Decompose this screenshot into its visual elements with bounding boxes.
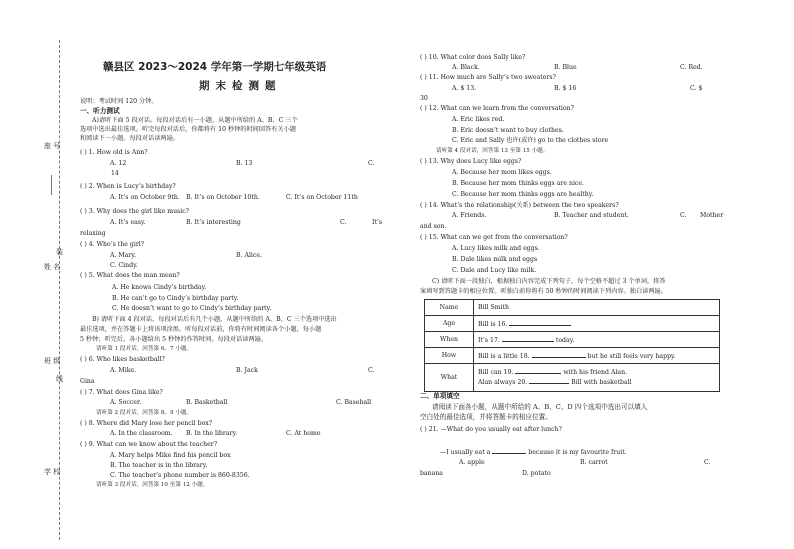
info-table — [424, 299, 720, 392]
conversation-note: 请听第 1 段对话，回答第 6、7 小题。 — [96, 346, 193, 352]
option: B. Dale likes milk and eggs — [452, 256, 538, 263]
question-8: ( ) 8. Where did Mary lose her pencil box? — [80, 420, 213, 427]
option: It’s — [372, 219, 383, 226]
table-row — [425, 364, 720, 392]
class-label: 班 级 — [44, 357, 61, 365]
answer-blank[interactable] — [529, 378, 569, 384]
option: A. Mike. — [110, 367, 137, 374]
option: 30 — [420, 95, 428, 102]
question-4: ( ) 4. Who’s the girl? — [80, 241, 145, 248]
question-14: ( ) 14. What’s the relationship(关系) between the two speakers? — [420, 202, 619, 209]
table-row — [425, 332, 720, 348]
part-b-instructions: 最佳选项，并在答题卡上将该项涂黑。听每段对话前，你将有时间阅读各个小题，每小题 — [80, 326, 322, 333]
question-13: ( ) 13. Why does Lucy like eggs? — [420, 158, 522, 165]
option: Gina — [80, 378, 95, 385]
binding-marker: 装 — [56, 248, 63, 256]
table-value: Bill is 16. — [474, 316, 720, 332]
option: and son. — [420, 223, 447, 230]
question-10: ( ) 10. What color does Sally like? — [420, 54, 526, 61]
table-label: Name — [425, 300, 474, 316]
answer-blank[interactable] — [509, 320, 571, 326]
binding-dashed-line — [59, 40, 60, 540]
section-heading: 一、听力测试 — [80, 107, 120, 115]
table-value: Bill Smith — [474, 300, 720, 316]
option: A. In the classroom. — [110, 430, 173, 437]
answer-blank[interactable] — [515, 368, 561, 374]
option: B. In the library. — [186, 430, 238, 437]
part-c-instructions: C) 请听下面一段独白，根据独白内容完成下列句子，每个空格不超过 3 个单词，将答 — [432, 278, 666, 285]
option: C. — [704, 459, 711, 466]
table-label: How — [425, 348, 474, 364]
option: B. $ 16 — [554, 85, 577, 92]
question-7: ( ) 7. What does Gina like? — [80, 389, 163, 396]
option: B. It’s on October 10th. — [186, 194, 260, 201]
question-21: ( ) 21. —What do you usually eat after lunch? — [420, 426, 562, 433]
answer-blank[interactable] — [532, 352, 586, 358]
option: B. Alice. — [236, 252, 263, 259]
option: Mother — [700, 212, 724, 219]
part-b-instructions: B) 请听下面 4 段对话，每段对话后有几个小题，从题中所给的 A、B、C 三个选项中选出 — [92, 316, 337, 323]
binding-tick — [51, 175, 52, 195]
option: A. Mary. — [110, 252, 137, 259]
option: A. Mary helps Mike find his pencil box — [110, 452, 231, 459]
part-a-instructions: A)请听下面 5 段对话。每段对话后有一小题，从题中所给的 A、B、C 三个 — [92, 117, 298, 124]
option: A. Black. — [452, 64, 480, 71]
conversation-note: 请听第 4 段对话，回答第 13 至第 15 小题。 — [436, 148, 549, 154]
option: C. — [368, 160, 375, 167]
option: C. — [368, 367, 375, 374]
section-instructions: 请阅读下面各小题，从题中所给的 A、B、C、D 四个选项中选出可以填入 — [432, 403, 648, 411]
option: A. $ 13. — [452, 85, 477, 92]
option: B. 13 — [236, 160, 253, 167]
question-9: ( ) 9. What can we know about the teacher? — [80, 441, 218, 448]
option: B. carrot — [580, 459, 608, 466]
table-label: Age — [425, 316, 474, 332]
option: C. Dale and Lucy like milk. — [452, 267, 537, 274]
part-a-instructions: 和阅读下一小题。每段对话读两遍。 — [80, 135, 179, 142]
option: A. He knows Cindy’s birthday. — [112, 284, 207, 291]
option: C. $ — [690, 85, 703, 92]
option: B. Jack — [236, 367, 258, 374]
option: D. potato — [522, 470, 551, 477]
option: C. Cindy. — [110, 262, 138, 269]
section-heading: 二、单项填空 — [420, 392, 460, 400]
option: B. Blue — [554, 64, 577, 71]
option: relaxing — [80, 230, 106, 237]
section-instructions: 空白处的最佳选项，并将答题卡的相应位置。 — [420, 413, 552, 421]
table-label: When — [425, 332, 474, 348]
table-value: Bill is a little 18. but he still feels very happy. — [474, 348, 720, 364]
answer-blank[interactable] — [492, 448, 526, 454]
option: A. Soccer. — [110, 399, 142, 406]
question-1: ( ) 1. How old is Ann? — [80, 149, 148, 156]
question-5: ( ) 5. What does the man mean? — [80, 272, 180, 279]
binding-marker: 线 — [56, 375, 63, 383]
option: B. Because her mom thinks eggs are nice. — [452, 180, 585, 187]
exam-note: 说明：考试时间 120 分钟。 — [80, 98, 158, 105]
question-12: ( ) 12. What can we learn from the conversation? — [420, 105, 574, 112]
option: B. It’s interesting — [186, 219, 241, 226]
question-2: ( ) 2. When is Lucy’s birthday? — [80, 183, 176, 190]
table-label: What — [425, 364, 474, 392]
part-c-instructions: 案填写到答题卡的相应位置。听独白前你将有 50 秒钟的时间阅读下列内容。独白读两遍。 — [420, 288, 667, 295]
question-6: ( ) 6. Who likes basketball? — [80, 356, 165, 363]
option: A. Eric likes red. — [452, 116, 505, 123]
question-15: ( ) 15. What can we get from the conversation? — [420, 234, 568, 241]
option: B. The teacher is in the library. — [110, 462, 208, 469]
part-a-instructions: 选项中选出最佳选项。听完每段对话后，你都将有 10 秒钟的时间回答有关小题 — [80, 126, 296, 133]
option: B. Eric doesn’t want to buy clothes. — [452, 127, 564, 134]
part-b-instructions: 5 秒钟；听完后，各小题给出 5 秒钟的作答时间。每段对话读两遍。 — [80, 336, 268, 343]
conversation-note: 请听第 2 段对话，回答第 8、9 小题。 — [96, 410, 193, 416]
option: A. 12 — [110, 160, 127, 167]
option: A. Because her mom likes eggs. — [452, 169, 552, 176]
option: C. It’s on October 11th — [286, 194, 358, 201]
option: C. He doesn’t want to go to Cindy’s birthday party. — [112, 305, 272, 312]
option: C. — [680, 212, 687, 219]
option: A. apple — [459, 459, 485, 466]
school-label: 学 校 — [44, 468, 61, 476]
option: 14 — [111, 170, 119, 177]
question-3: ( ) 3. Why does the girl like music? — [80, 208, 189, 215]
option: B. Teacher and student. — [554, 212, 629, 219]
option: C. At home — [286, 430, 321, 437]
option: B. He can’t go to Cindy’s birthday party. — [112, 295, 239, 302]
option: B. Basketball — [186, 399, 228, 406]
name-label: 姓 名 — [44, 263, 61, 271]
question-11: ( ) 11. How much are Sally’s two sweaters? — [420, 74, 556, 81]
page-title: 赣县区 2023～2024 学年第一学期七年级英语 — [103, 61, 327, 73]
table-row — [425, 300, 720, 316]
table-row — [425, 316, 720, 332]
option: C. Baseball — [336, 399, 372, 406]
table-value: Bill can 19. with his friend Alan. Alan always 20. Bill with basketball — [474, 364, 720, 392]
answer-blank[interactable] — [502, 336, 554, 342]
option: A. Friends. — [452, 212, 487, 219]
table-value: It’s 17. today. — [474, 332, 720, 348]
question-21-answer: —I usually eat a because it is my favourite fruit. — [440, 449, 627, 456]
page-subtitle: 期末检测题 — [199, 80, 282, 92]
option: A. It’s on October 9th. — [110, 194, 180, 201]
option: C. Eric and Sally 也许(或许) go to the clothes store — [452, 137, 609, 144]
option: A. Lucy likes milk and eggs. — [452, 245, 540, 252]
conversation-note: 请听第 3 段对话，回答第 10 至第 12 小题。 — [96, 482, 209, 488]
number-label: 座 号 — [44, 142, 61, 150]
table-row — [425, 348, 720, 364]
option: C. — [340, 219, 347, 226]
option: C. The teacher’s phone number is 860-8356. — [110, 472, 250, 479]
option: C. Because her mom thinks eggs are healthy. — [452, 191, 594, 198]
option: A. It’s easy. — [110, 219, 146, 226]
option: C. Red. — [680, 64, 703, 71]
option: banana — [420, 470, 443, 477]
